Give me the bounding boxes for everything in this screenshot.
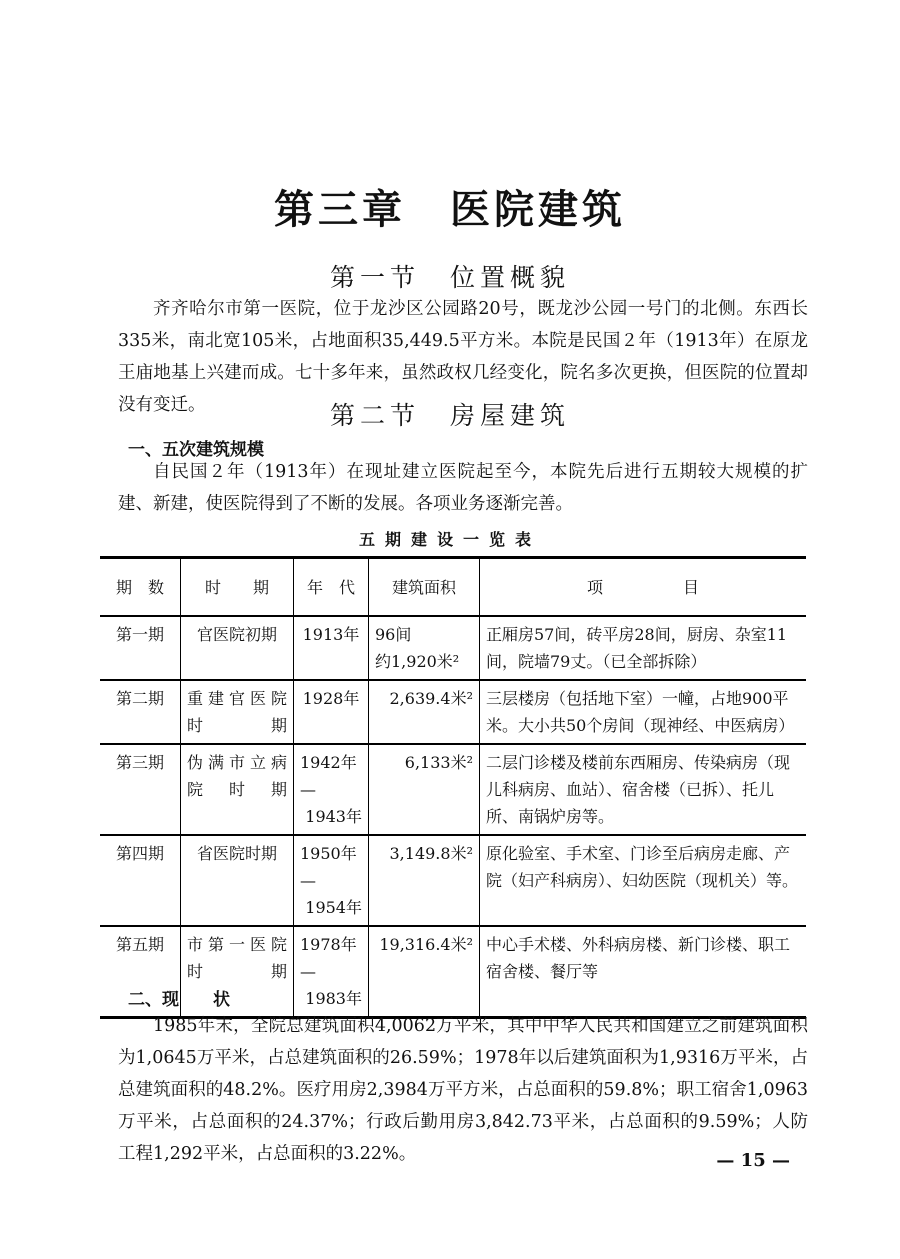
cell-period-line: 重建官医院 <box>187 689 287 708</box>
cell-period <box>181 835 294 926</box>
cell-area-line: 2,639.4米² <box>389 689 473 708</box>
cell-area-line: 约1,920米² <box>375 652 460 671</box>
cell-area <box>369 835 480 926</box>
cell-period-line: 时 期 <box>187 962 287 981</box>
page-number: — 15 — <box>716 1150 790 1171</box>
cell-area-line: 19,316.4米² <box>379 935 473 954</box>
header-area: 建筑面积 <box>369 558 480 617</box>
cell-period-line: 市第一医院 <box>187 935 287 954</box>
cell-items: 原化验室、手术室、门诊至后病房走廊、产院（妇产科病房）、妇幼医院（现机关）等。 <box>480 835 807 926</box>
cell-items: 二层门诊楼及楼前东西厢房、传染病房（现儿科病房、血站）、宿舍楼（已拆）、托儿所、南锅炉房等。 <box>480 744 807 835</box>
subsection-2-heading: 二、现 状 <box>128 990 230 1010</box>
table-row <box>100 744 806 835</box>
table-row <box>100 835 806 926</box>
section-2-title: 第二节 房屋建筑 <box>329 401 570 430</box>
cell-period-line: 伪满市立病 <box>187 753 287 772</box>
header-items: 项 目 <box>480 558 807 617</box>
cell-phase: 第二期 <box>115 689 164 708</box>
cell-period <box>181 680 294 744</box>
cell-area-line: 6,133米² <box>404 753 473 772</box>
cell-period-line: 时 期 <box>187 716 287 735</box>
cell-phase: 第五期 <box>115 935 164 954</box>
cell-area <box>369 926 480 1018</box>
cell-year-line: 1942年— <box>300 753 357 799</box>
cell-year-line: 1950年— <box>300 844 357 890</box>
cell-phase: 第三期 <box>115 753 164 772</box>
section-1-paragraph: 齐齐哈尔市第一医院，位于龙沙区公园路20号，既龙沙公园一号门的北侧。东西长335米，南北宽105米，占地面积35,449.5平方米。本院是民国２年（1913年）在原龙王庙地基上兴建而成。七十多年来，虽然政权几经变化，院名多次更换，但医院的位置却没有变迁。 <box>118 299 808 415</box>
cell-items: 中心手术楼、外科病房楼、新门诊楼、职工宿舍楼、餐厅等 <box>480 926 807 1018</box>
cell-area <box>369 616 480 680</box>
cell-year <box>294 680 369 744</box>
cell-phase: 第四期 <box>115 844 164 863</box>
header-period: 时 期 <box>181 558 294 617</box>
table-row <box>100 616 806 680</box>
cell-area <box>369 744 480 835</box>
header-year: 年 代 <box>294 558 369 617</box>
cell-year-line: 1943年 <box>305 807 362 826</box>
subsection-1-paragraph: 自民国２年（1913年）在现址建立医院起至今，本院先后进行五期较大规模的扩建、新建，使医院得到了不断的发展。各项业务逐渐完善。 <box>118 462 808 514</box>
cell-period-line: 省医院时期 <box>196 844 277 863</box>
table-row <box>100 680 806 744</box>
chapter-title: 第三章 医院建筑 <box>274 187 626 233</box>
cell-area-line: 3,149.8米² <box>389 844 473 863</box>
cell-year-line: 1913年 <box>302 625 360 644</box>
cell-phase: 第一期 <box>115 625 164 644</box>
cell-period-line: 官医院初期 <box>196 625 277 644</box>
cell-year <box>294 926 369 1018</box>
cell-year <box>294 744 369 835</box>
construction-table <box>100 556 806 1019</box>
table-body <box>100 616 806 1018</box>
cell-year <box>294 616 369 680</box>
section-1-title: 第一节 位置概貌 <box>329 263 570 292</box>
cell-items: 三层楼房（包括地下室）一幢，占地900平米。大小共50个房间（现神经、中医病房） <box>480 680 807 744</box>
cell-period <box>181 744 294 835</box>
cell-year-line: 1983年 <box>305 989 362 1008</box>
cell-year-line: 1928年 <box>302 689 360 708</box>
table-header-row <box>100 558 806 617</box>
cell-period <box>181 616 294 680</box>
cell-year-line: 1978年— <box>300 935 357 981</box>
header-phase: 期 数 <box>100 558 181 617</box>
cell-period-line: 院 时 期 <box>187 780 287 799</box>
cell-items: 正厢房57间，砖平房28间，厨房、杂室11间，院墙79丈。（已全部拆除） <box>480 616 807 680</box>
subsection-1-heading: 一、五次建筑规模 <box>128 440 264 460</box>
cell-area <box>369 680 480 744</box>
table-title: 五期建设一览表 <box>358 530 541 549</box>
cell-year <box>294 835 369 926</box>
subsection-2-paragraph: 1985年末，全院总建筑面积4,0062万平米，其中中华人民共和国建立之前建筑面积为1,0645万平米，占总建筑面积的26.59%；1978年以后建筑面积为1,9316万平米，占总建筑面积的48.2%。医疗用房2,3984万平方米，占总面积的59.8%；职工宿舍1,0963万平米，占总面积的24.37%；行政后勤用房3,842.73平米，占总面积的9.59%；人防工程1,292平米，占总面积的3.22%。 <box>118 1016 808 1164</box>
cell-area-line: 96间 <box>375 625 412 644</box>
cell-year-line: 1954年 <box>305 898 362 917</box>
